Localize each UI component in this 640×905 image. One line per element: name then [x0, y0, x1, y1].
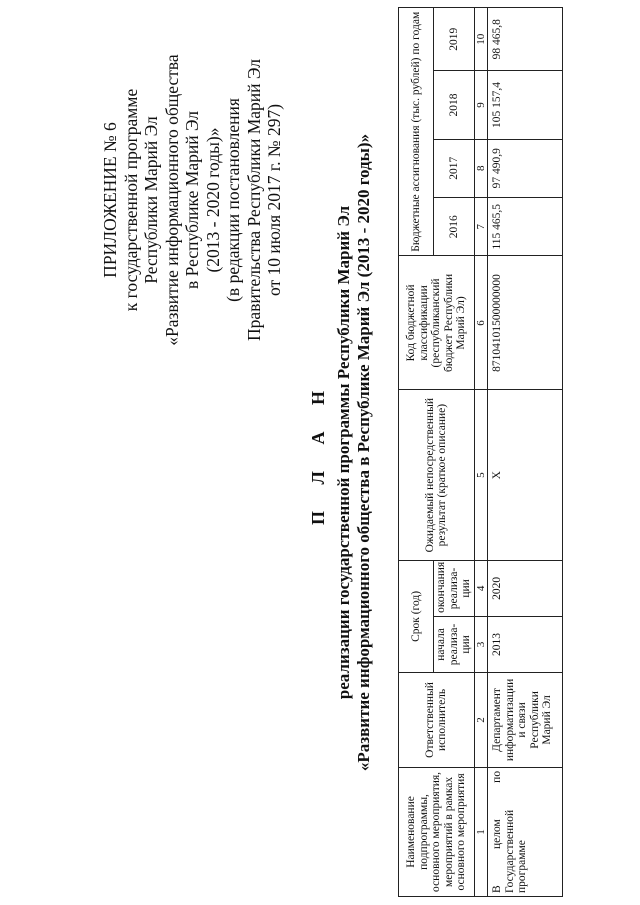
- header-term: Срок (год): [399, 560, 434, 672]
- column-number: 1: [474, 767, 488, 896]
- column-number: 3: [474, 616, 488, 672]
- cell-end-year: 2020: [488, 560, 563, 616]
- cell-amount-2019: 98 465,8: [488, 8, 563, 71]
- cell-amount-2016: 115 465,5: [488, 198, 563, 256]
- header-year: 2019: [434, 8, 475, 71]
- cell-expected-result: Х: [488, 390, 563, 560]
- cell-executor: Департамент информатизации и связи Республики Марий Эл: [488, 672, 563, 767]
- appendix-line: (в редакции постановления: [223, 98, 243, 302]
- appendix-line: (2013 - 2020 годы)»: [202, 127, 223, 273]
- appendix-line: ПРИЛОЖЕНИЕ № 6: [100, 122, 120, 278]
- header-name: Наименование подпрограммы, основного мероприятия, мероприятий в рамках основного мероприятия: [399, 767, 475, 896]
- appendix-line: от 10 июля 2017 г. № 297): [264, 103, 284, 297]
- plan-table: [398, 7, 563, 897]
- header-year: 2018: [434, 71, 475, 139]
- cell-budget-code: 87104101500000000: [488, 256, 563, 390]
- program-name: «Развитие информационного общества в Республике Марий Эл (2013 - 2020 годы)»: [354, 133, 373, 772]
- column-number: 6: [474, 256, 488, 390]
- appendix-line: Правительства Республики Марий Эл: [243, 59, 264, 341]
- header-budget-code: Код бюджетной классификации (республиканский бюджет Республики Марий Эл): [399, 256, 475, 390]
- column-number-row: [474, 8, 488, 897]
- column-number: 7: [474, 198, 488, 256]
- document-subtitle: реализации государственной программы Республики Марий Эл: [334, 205, 353, 700]
- cell-amount-2017: 97 490,9: [488, 139, 563, 197]
- column-number: 5: [474, 390, 488, 560]
- column-number: 10: [474, 8, 488, 71]
- column-number: 8: [474, 139, 488, 197]
- cell-amount-2018: 105 157,4: [488, 71, 563, 139]
- document-title: П Л А Н: [308, 380, 328, 525]
- header-allocations: Бюджетные ассигнования (тыс. рублей) по годам: [399, 8, 434, 256]
- appendix-line: в Республике Марий Эл: [182, 111, 202, 290]
- table-header-row: [399, 8, 434, 897]
- cell-start-year: 2013: [488, 616, 563, 672]
- header-term-start: начала реализа-ции: [434, 616, 475, 672]
- header-term-end: окончания реализа-ции: [434, 560, 475, 616]
- column-number: 4: [474, 560, 488, 616]
- appendix-line: к государственной программе: [120, 88, 141, 312]
- header-year: 2017: [434, 139, 475, 197]
- appendix-header: [100, 35, 285, 365]
- cell-program-name: В целом по Государственной программе: [488, 767, 563, 896]
- header-executor: Ответственный исполнитель: [399, 672, 475, 767]
- table-row: [488, 8, 563, 897]
- column-number: 2: [474, 672, 488, 767]
- appendix-line: «Развитие информационного общества: [161, 54, 182, 346]
- column-number: 9: [474, 71, 488, 139]
- header-year: 2016: [434, 198, 475, 256]
- appendix-line: Республики Марий Эл: [141, 116, 161, 284]
- header-expected-result: Ожидаемый непосредственный результат (краткое описание): [399, 390, 475, 560]
